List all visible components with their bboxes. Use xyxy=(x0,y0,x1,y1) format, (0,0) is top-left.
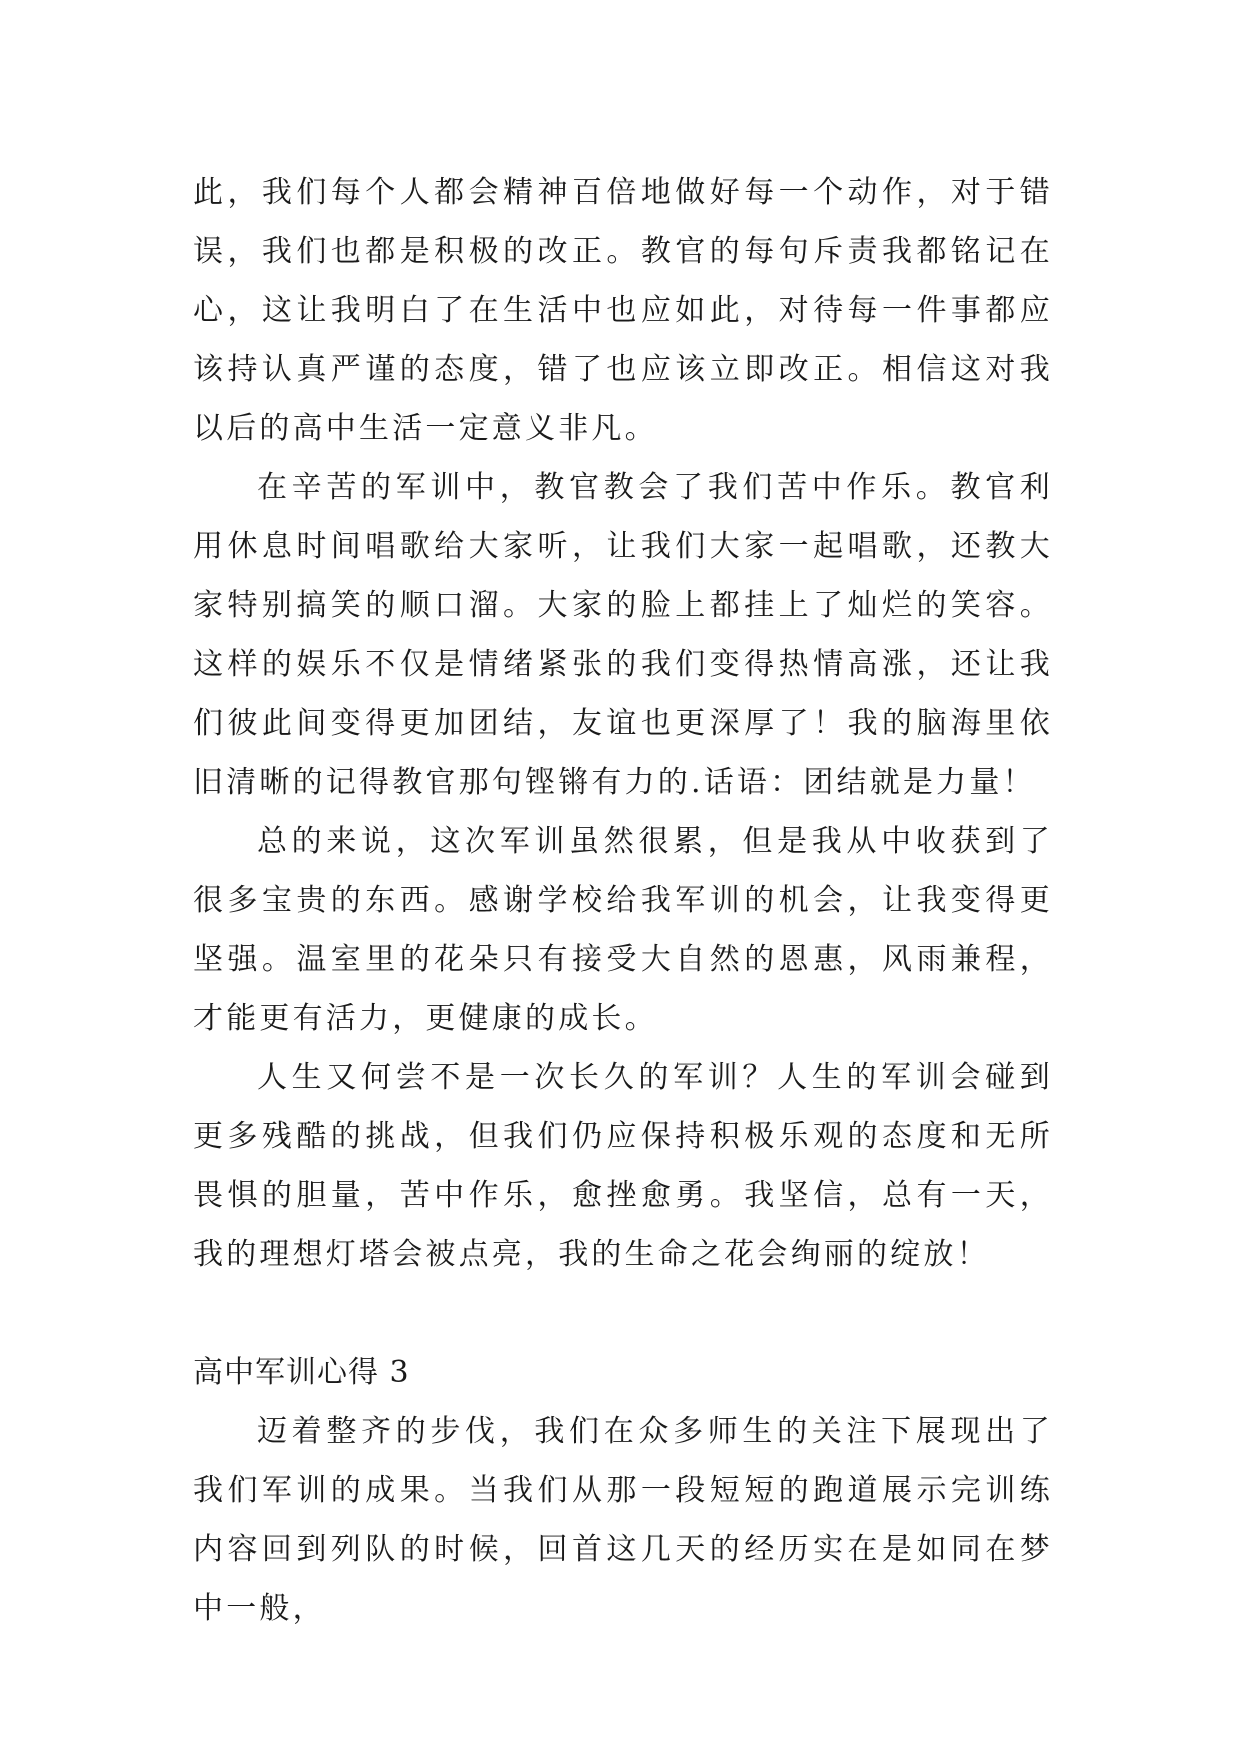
paragraph-life-reflection: 人生又何尝不是一次长久的军训？人生的军训会碰到更多残酷的挑战，但我们仍应保持积极乐观的态度和无所畏惧的胆量，苦中作乐，愈挫愈勇。我坚信，总有一天，我的理想灯塔会被点亮，我的生命之花会绚丽的绽放！ xyxy=(193,1060,1053,1272)
section-heading: 高中军训心得 3 xyxy=(193,1355,410,1390)
paragraph-training-fun: 在辛苦的军训中，教官教会了我们苦中作乐。教官利用休息时间唱歌给大家听，让我们大家一起唱歌，还教大家特别搞笑的顺口溜。大家的脸上都挂上了灿烂的笑容。这样的娱乐不仅是情绪紧张的我们变得热情高涨，还让我们彼此间变得更加团结，友谊也更深厚了！我的脑海里依旧清晰的记得教官那句铿锵有力的.话语：团结就是力量！ xyxy=(193,470,1053,800)
document-body xyxy=(193,163,1053,1638)
paragraph-summary: 总的来说，这次军训虽然很累，但是我从中收获到了很多宝贵的东西。感谢学校给我军训的机会，让我变得更坚强。温室里的花朵只有接受大自然的恩惠，风雨兼程，才能更有活力，更健康的成长。 xyxy=(193,824,1053,1036)
paragraph-new-section: 迈着整齐的步伐，我们在众多师生的关注下展现出了我们军训的成果。当我们从那一段短短的跑道展示完训练内容回到列队的时候，回首这几天的经历实在是如同在梦中一般， xyxy=(193,1414,1053,1626)
paragraph-continued: 此，我们每个人都会精神百倍地做好每一个动作，对于错误，我们也都是积极的改正。教官的每句斥责我都铭记在心，这让我明白了在生活中也应如此，对待每一件事都应该持认真严谨的态度，错了也应该立即改正。相信这对我以后的高中生活一定意义非凡。 xyxy=(193,175,1053,446)
